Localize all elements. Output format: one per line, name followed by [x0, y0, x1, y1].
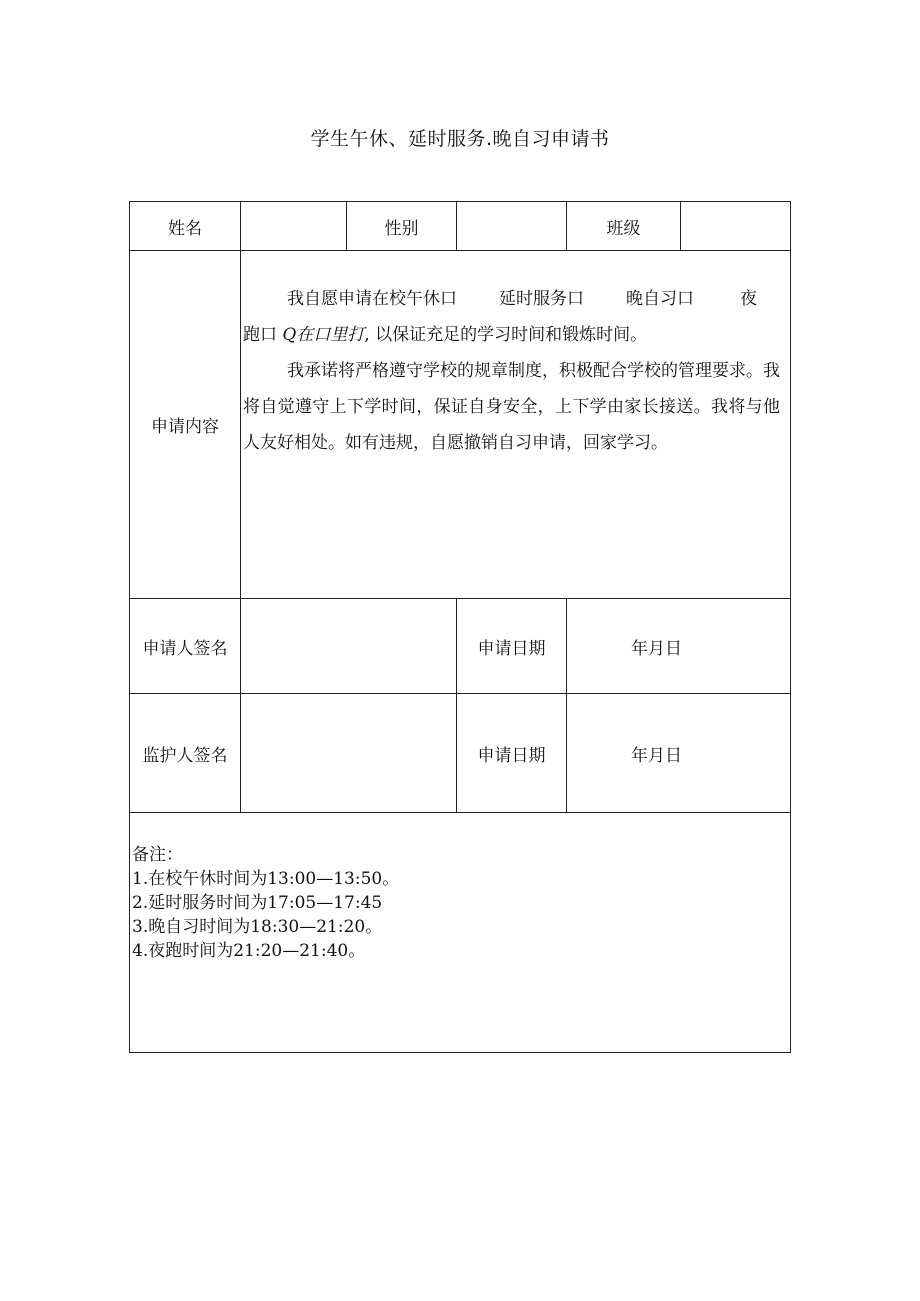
content-label: 申请内容: [130, 251, 241, 599]
gender-label: 性别: [347, 202, 457, 251]
content-line-2: [243, 317, 780, 353]
class-field[interactable]: [681, 202, 791, 251]
applicant-row: [130, 599, 791, 694]
guardian-row: [130, 694, 791, 813]
option-night-run-prefix: 夜: [740, 289, 757, 309]
applicant-date-field[interactable]: [567, 599, 791, 694]
guardian-sign-field[interactable]: [241, 694, 457, 813]
content-line-2-rest: , 以保证充足的学习时间和锻炼时间。: [364, 325, 648, 345]
option-extended-service[interactable]: 延时服务口: [499, 289, 584, 309]
note-item: 4.夜跑时间为21:20—21:40。: [132, 941, 366, 961]
basic-info-row: [130, 202, 791, 251]
option-noon-rest[interactable]: 我自愿申请在校午休口: [287, 289, 457, 309]
notes-heading: 备注：: [132, 845, 183, 865]
content-pledge: 我承诺将严格遵守学校的规章制度，积极配合学校的管理要求。我将自觉遵守上下学时间，保证自身安全，上下学由家长接送。我将与他人友好相处。如有违规，自愿撤销自习申请，回家学习。: [243, 361, 780, 453]
applicant-sign-field[interactable]: [241, 599, 457, 694]
guardian-sign-label: 监护人签名: [130, 694, 241, 813]
option-evening-study[interactable]: 晚自习口: [626, 289, 694, 309]
class-label: 班级: [567, 202, 681, 251]
notes-row: [130, 813, 791, 1053]
checkbox-hint: Q在口里打: [282, 325, 365, 345]
applicant-date-value: 年月日: [631, 638, 682, 659]
name-field[interactable]: [241, 202, 347, 251]
guardian-date-label: 申请日期: [457, 694, 567, 813]
name-label: 姓名: [130, 202, 241, 251]
content-line-1: [243, 281, 780, 317]
notes-cell: [130, 813, 791, 1053]
content-row: [130, 251, 791, 599]
applicant-sign-label: 申请人签名: [130, 599, 241, 694]
content-body: [241, 251, 791, 599]
note-item: 3.晚自习时间为18:30—21:20。: [132, 917, 383, 937]
option-night-run[interactable]: 跑口: [243, 325, 277, 345]
applicant-date-label: 申请日期: [457, 599, 567, 694]
application-form-table: [129, 201, 791, 1053]
note-item: 1.在校午休时间为13:00—13:50。: [132, 869, 400, 889]
guardian-date-field[interactable]: [567, 694, 791, 813]
guardian-date-value: 年月日: [631, 745, 682, 766]
note-item: 2.延时服务时间为17:05—17:45: [132, 893, 383, 913]
document-title: 学生午休、延时服务.晚自习申请书: [310, 128, 610, 150]
gender-field[interactable]: [457, 202, 567, 251]
